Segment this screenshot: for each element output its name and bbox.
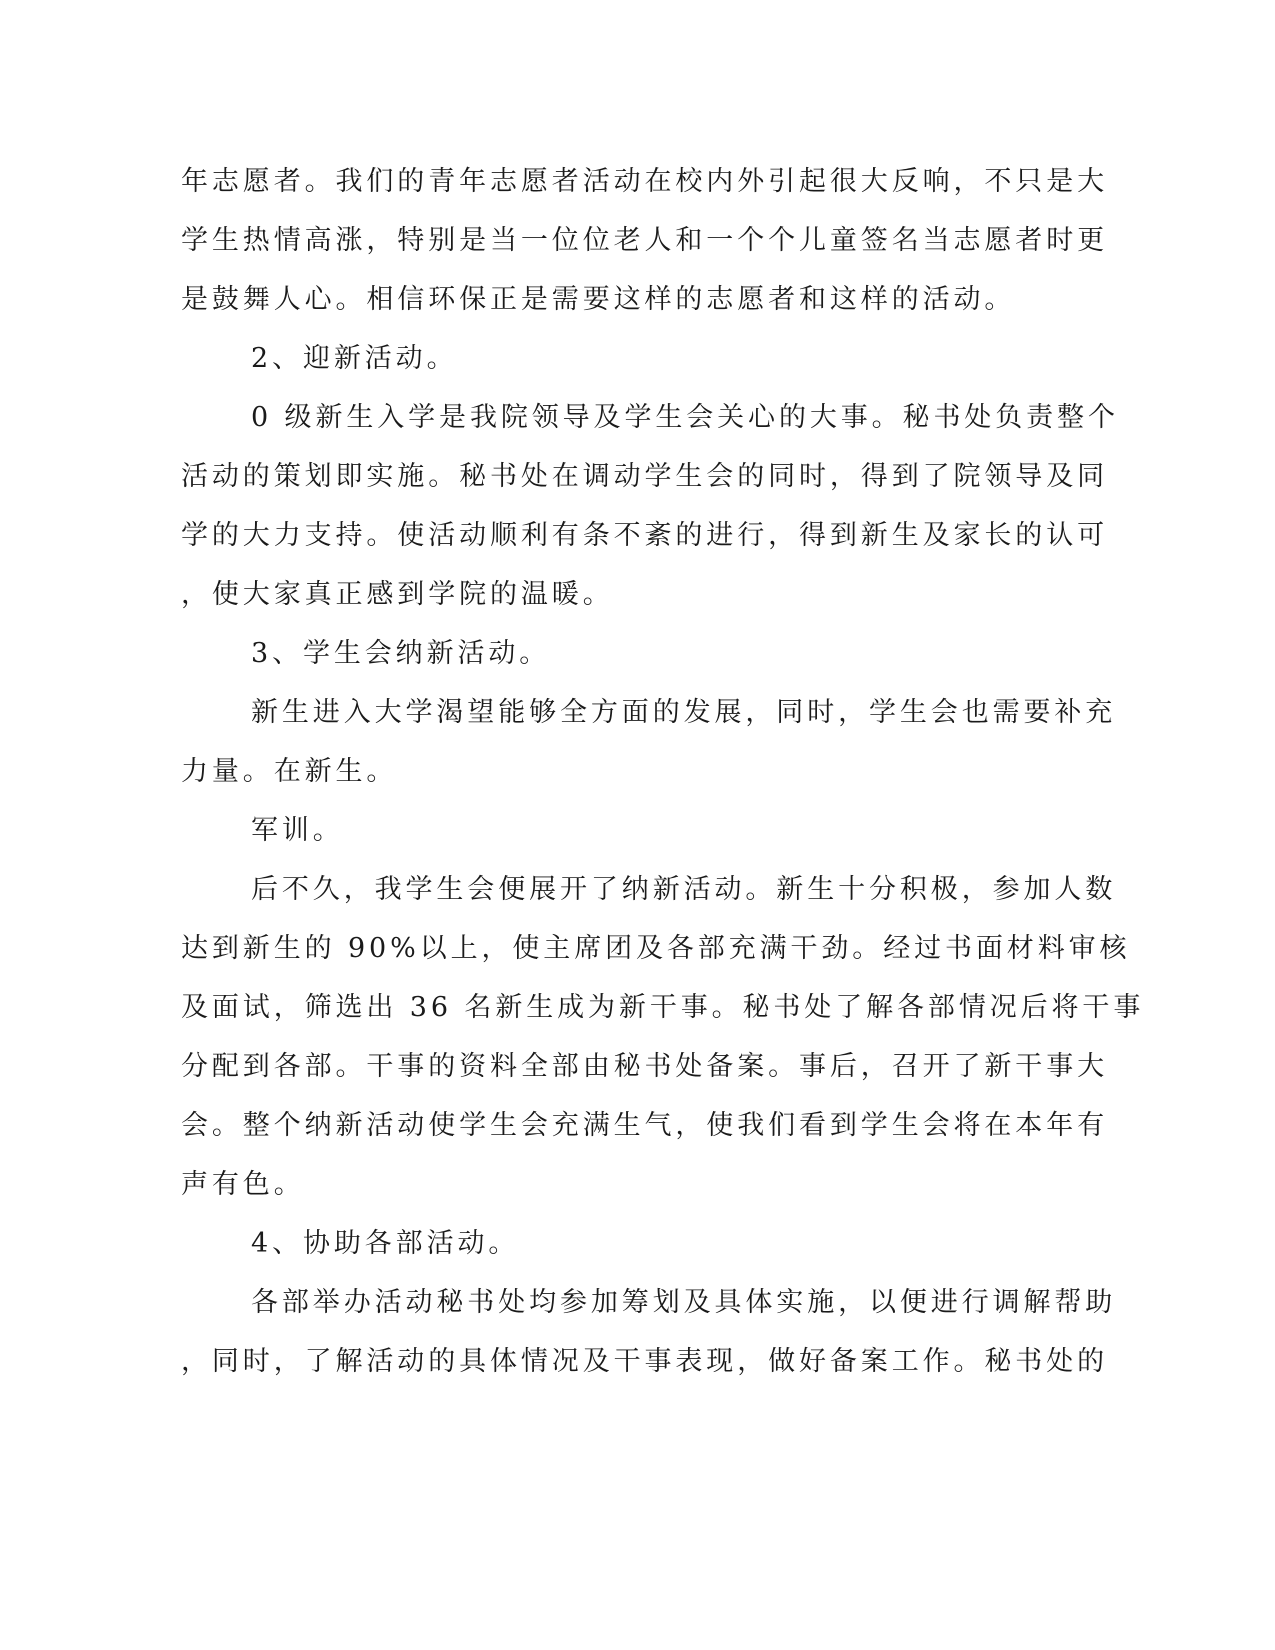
text-line: 是鼓舞人心。相信环保正是需要这样的志愿者和这样的活动。	[181, 284, 1016, 315]
text-line: 年志愿者。我们的青年志愿者活动在校内外引起很大反响，不只是大	[181, 166, 1108, 197]
text-line: 分配到各部。干事的资料全部由秘书处备案。事后，召开了新干事大	[181, 1051, 1108, 1082]
section-heading: 4、协助各部活动。	[251, 1228, 520, 1259]
text-line: 学生热情高涨，特别是当一位位老人和一个个儿童签名当志愿者时更	[181, 225, 1108, 256]
text-line: 各部举办活动秘书处均参加筹划及具体实施，以便进行调解帮助	[251, 1287, 1117, 1318]
text-line: 0 级新生入学是我院领导及学生会关心的大事。秘书处负责整个	[251, 402, 1119, 433]
text-line: 会。整个纳新活动使学生会充满生气，使我们看到学生会将在本年有	[181, 1110, 1108, 1141]
text-line: 新生进入大学渴望能够全方面的发展，同时，学生会也需要补充	[251, 697, 1117, 728]
text-line: 军训。	[251, 815, 344, 846]
text-line: 力量。在新生。	[181, 756, 398, 787]
text-line: ，同时，了解活动的具体情况及干事表现，做好备案工作。秘书处的	[181, 1346, 1108, 1377]
section-heading: 2、迎新活动。	[251, 343, 458, 374]
text-line: 声有色。	[181, 1169, 305, 1200]
text-line: 学的大力支持。使活动顺利有条不紊的进行，得到新生及家长的认可	[181, 520, 1108, 551]
section-heading: 3、学生会纳新活动。	[251, 638, 551, 669]
text-line: 活动的策划即实施。秘书处在调动学生会的同时，得到了院领导及同	[181, 461, 1108, 492]
text-line: 后不久，我学生会便展开了纳新活动。新生十分积极，参加人数	[251, 874, 1117, 905]
text-line: 达到新生的 90%以上，使主席团及各部充满干劲。经过书面材料审核	[181, 933, 1131, 964]
text-line: 及面试，筛选出 36 名新生成为新干事。秘书处了解各部情况后将干事	[181, 992, 1145, 1023]
text-line: ，使大家真正感到学院的温暖。	[181, 579, 614, 610]
